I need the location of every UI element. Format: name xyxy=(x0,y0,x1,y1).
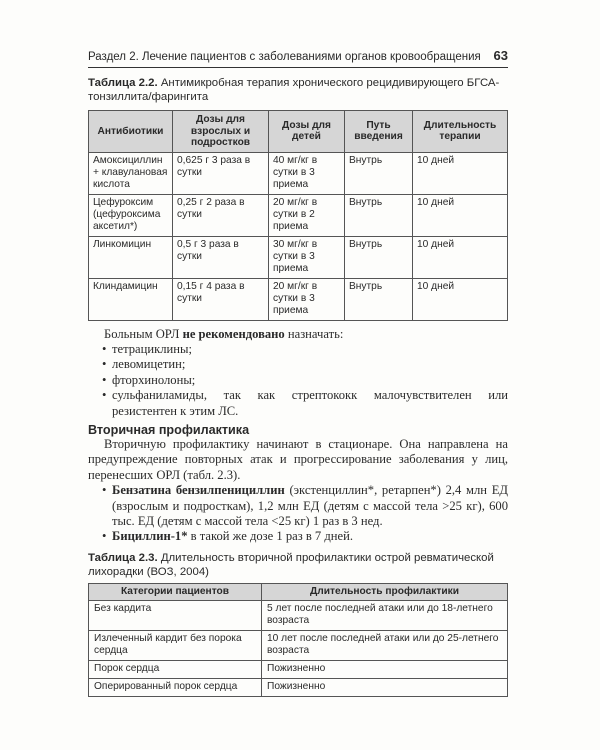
running-header xyxy=(88,48,508,68)
table-cell: 0,25 г 2 раза в сутки xyxy=(173,194,269,236)
table-cell: Внутрь xyxy=(345,236,413,278)
table-cell: 30 мг/кг в сутки в 3 приема xyxy=(269,236,345,278)
page-number: 63 xyxy=(493,48,508,63)
list-item: • Бициллин-1* в такой же дозе 1 раз в 7 дней. xyxy=(102,529,353,544)
table-cell: 0,15 г 4 раза в сутки xyxy=(173,278,269,320)
bullet-icon: • xyxy=(102,529,107,544)
table-cell: 10 лет после последней атаки или до 25-летнего возраста xyxy=(262,630,508,660)
table-cell: Излеченный кардит без порока сердца xyxy=(89,630,262,660)
table-cell: Пожизненно xyxy=(262,678,508,696)
table1-label: Таблица 2.2. xyxy=(88,77,158,89)
table-cell: 10 дней xyxy=(413,236,508,278)
prophylaxis-duration-table xyxy=(88,583,508,697)
table2-header-row xyxy=(89,583,508,600)
table-cell: 10 дней xyxy=(413,152,508,194)
table-cell: 40 мг/кг в сутки в 3 приема xyxy=(269,152,345,194)
bullet-icon: • xyxy=(102,483,107,498)
table-row xyxy=(89,660,508,678)
table1-col-header: Дозы для взрослых и подростков xyxy=(173,111,269,153)
list-item: • тетрациклины; xyxy=(102,341,192,356)
table1-col-header: Антибиотики xyxy=(89,111,173,153)
table-cell: 20 мг/кг в сутки в 2 приема xyxy=(269,194,345,236)
table1-caption xyxy=(88,76,508,104)
table-cell: Без кардита xyxy=(89,600,262,630)
bullet-icon: • xyxy=(102,388,107,403)
table-cell: Амоксициллин + клавулановая кислота xyxy=(89,152,173,194)
drug-name: Бициллин-1* xyxy=(112,529,188,544)
bullet-icon: • xyxy=(102,357,107,372)
table2-col-header: Длительность профилактики xyxy=(262,583,508,600)
table-cell: 0,625 г 3 раза в сутки xyxy=(173,152,269,194)
table-row xyxy=(89,630,508,660)
table1-caption-text: Антимикробная терапия хронического рецидивирующего БГСА-тонзиллита/фарингита xyxy=(88,77,500,103)
table-cell: Клиндамицин xyxy=(89,278,173,320)
section-heading: Вторичная профилактика xyxy=(88,422,250,437)
table1-col-header: Длительность терапии xyxy=(413,111,508,153)
table-cell: Внутрь xyxy=(345,278,413,320)
table2-col-header: Категории пациентов xyxy=(89,583,262,600)
contraindicated-drugs-list xyxy=(102,342,508,419)
table-cell: 5 лет после последней атаки или до 18-летнего возраста xyxy=(262,600,508,630)
bullet-icon: • xyxy=(102,341,107,356)
table2-caption xyxy=(88,551,508,579)
table-cell: 10 дней xyxy=(413,278,508,320)
table-cell: Порок сердца xyxy=(89,660,262,678)
bullet-icon: • xyxy=(102,372,107,387)
table-cell: Внутрь xyxy=(345,194,413,236)
section-title: Раздел 2. Лечение пациентов с заболеваниями органов кровообращения xyxy=(88,51,481,63)
prophylaxis-drugs-list xyxy=(102,483,508,545)
table1-col-header: Дозы для детей xyxy=(269,111,345,153)
table-row xyxy=(89,678,508,696)
table-cell: Пожизненно xyxy=(262,660,508,678)
table-row xyxy=(89,194,508,236)
table-row xyxy=(89,278,508,320)
contraindications-intro: Больным ОРЛ не рекомендовано назначать: xyxy=(104,326,344,341)
table-cell: 20 мг/кг в сутки в 3 приема xyxy=(269,278,345,320)
table-cell: Линкомицин xyxy=(89,236,173,278)
table2-label: Таблица 2.3. xyxy=(88,551,158,564)
list-item: • Бензатина бензилпенициллин (экстенциллин*, ретарпен*) 2,4 млн ЕД (взрослым и подросткам), 1,2 млн ЕД (детям с массой тела >25 кг), 600 тыс. ЕД (детям с массой тела <25 кг) 1 раз в 3 нед. xyxy=(102,483,508,528)
secondary-prophylaxis-block xyxy=(88,437,508,545)
table-row xyxy=(89,236,508,278)
table-row xyxy=(89,152,508,194)
table-cell: 0,5 г 3 раза в сутки xyxy=(173,236,269,278)
list-item: • сульфаниламиды, так как стрептококк малочувствителен или резистентен к этим ЛС. xyxy=(102,388,508,418)
emphasis-text: не рекомендовано xyxy=(182,326,285,341)
table-cell: 10 дней xyxy=(413,194,508,236)
table1-header-row xyxy=(89,111,508,153)
table-cell: Оперированный порок сердца xyxy=(89,678,262,696)
list-item: • фторхинолоны; xyxy=(102,372,196,387)
list-item: • левомицетин; xyxy=(102,357,186,372)
table-cell: Внутрь xyxy=(345,152,413,194)
book-page xyxy=(88,48,508,697)
table-row xyxy=(89,600,508,630)
table1-col-header: Путь введения xyxy=(345,111,413,153)
contraindications-block xyxy=(88,327,508,419)
antimicrobial-therapy-table xyxy=(88,110,508,321)
table-cell: Цефуроксим (цефуроксима аксетил*) xyxy=(89,194,173,236)
drug-name: Бензатина бензилпенициллин xyxy=(112,483,285,498)
table2-caption-text: Длительность вторичной профилактики острой ревматической лихорадки (ВОЗ, 2004) xyxy=(88,551,494,578)
secondary-intro: Вторичную профилактику начинают в стационаре. Она направлена на предупреждение повторных атак и прогрессирование заболевания у лиц, перенесших ОРЛ (табл. 2.3). xyxy=(88,436,508,482)
